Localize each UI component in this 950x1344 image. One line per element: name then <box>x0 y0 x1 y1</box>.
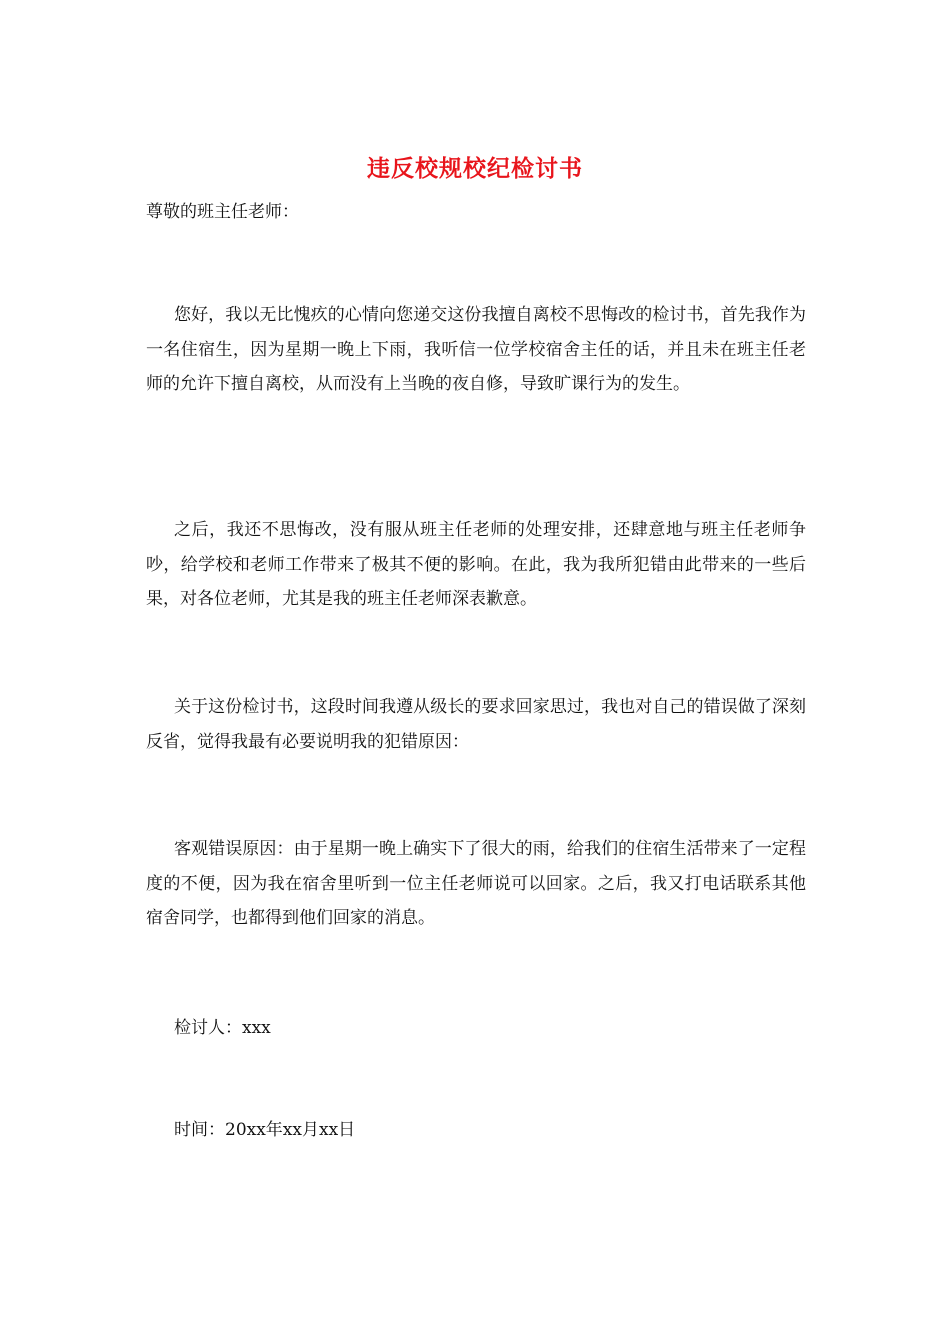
signer-line: 检讨人：xxx <box>174 1018 271 1038</box>
salutation: 尊敬的班主任老师： <box>146 202 299 222</box>
paragraph-objective-cause: 客观错误原因：由于星期一晚上确实下了很大的雨，给我们的住宿生活带来了一定程度的不便，因为我在宿舍里听到一位主任老师说可以回家。之后，我又打电话联系其他宿舍同学，也都得到他们回家的消息。 <box>146 839 806 928</box>
date-line: 时间：20xx年xx月xx日 <box>174 1120 356 1140</box>
paragraph-reflection: 关于这份检讨书，这段时间我遵从级长的要求回家思过，我也对自己的错误做了深刻反省，觉得我最有必要说明我的犯错原因： <box>146 697 806 752</box>
document-title: 违反校规校纪检讨书 <box>367 155 583 182</box>
paragraph-aftermath: 之后，我还不思悔改，没有服从班主任老师的处理安排，还肆意地与班主任老师争吵，给学校和老师工作带来了极其不便的影响。在此，我为我所犯错由此带来的一些后果，对各位老师，尤其是我的班主任老师深表歉意。 <box>146 520 806 609</box>
paragraph-apology: 您好，我以无比愧疚的心情向您递交这份我擅自离校不思悔改的检讨书，首先我作为一名住宿生，因为星期一晚上下雨，我听信一位学校宿舍主任的话，并且未在班主任老师的允许下擅自离校，从而没有上当晚的夜自修，导致旷课行为的发生。 <box>146 305 806 394</box>
